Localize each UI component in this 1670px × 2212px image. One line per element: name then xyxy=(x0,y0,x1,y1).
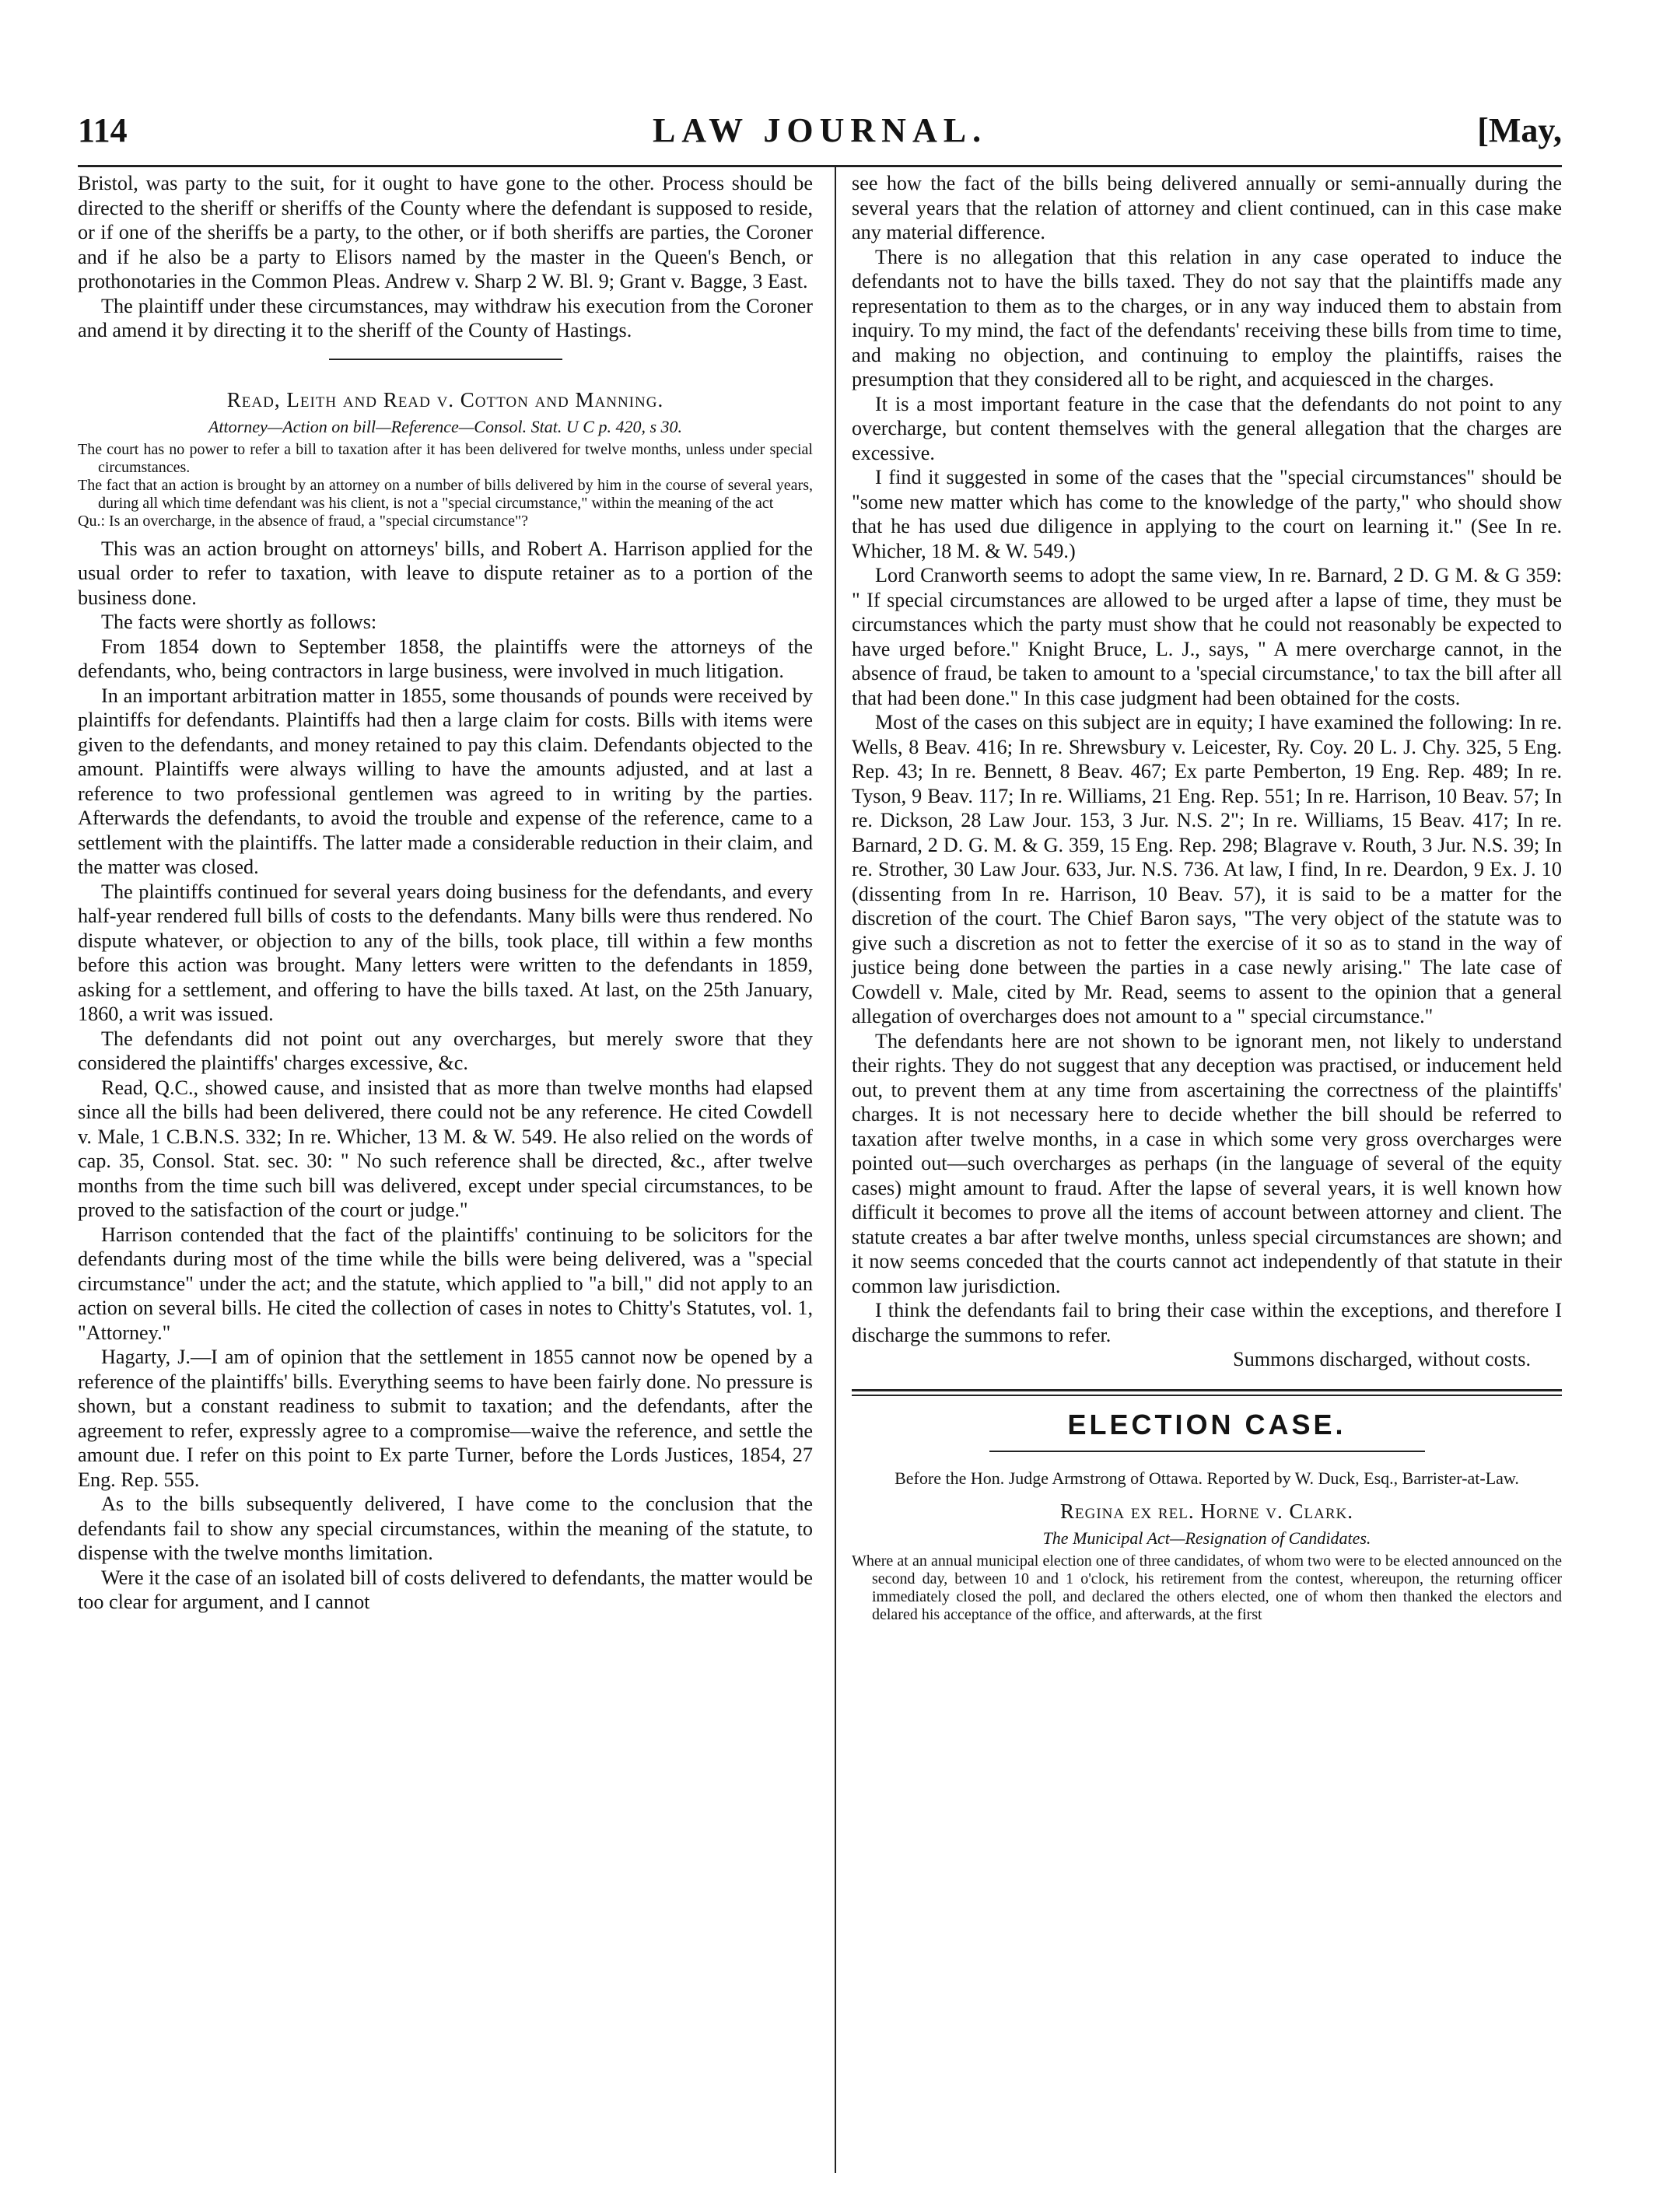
paragraph: It is a most important feature in the case that the defendants do not point to any overcharge, but content themselves with the general allegation that the charges are excessive. xyxy=(852,392,1562,464)
headnote: Qu.: Is an overcharge, in the absence of fraud, a "special circumstance"? xyxy=(78,512,529,530)
paragraph: From 1854 down to September 1858, the plaintiffs were the attorneys of the defendants, who, being contractors in large business, were involved in much litigation. xyxy=(78,635,813,682)
paragraph: There is no allegation that this relation in any case operated to induce the defendants not to have the bills taxed. They do not say that the plaintiffs made any representation to them as to the charges, or in any way induced them to abstain from inquiry. To my mind, the fact of the defendants' receiving these bills from time to time, and making no objection, and continuing to employ the plaintiffs, raises the presumption that they considered all to be right, and acquiesced in the charges. xyxy=(852,245,1562,390)
paragraph: The plaintiffs continued for several years doing business for the defendants, and every half-year rendered full bills of costs to the defendants. Many bills were thus rendered. No dispute whatever, or objection to any of the bills, took place, till within a few months before this action was brought. Many letters were written to the defendants in 1859, asking for a settlement, and offering to have the bills taxed. At last, on the 25th January, 1860, a writ was issued. xyxy=(78,880,813,1025)
paragraph: I find it suggested in some of the cases that the "special circumstances" should be "some new matter which has come to the knowledge of the party," who should show that he has used due diligence in applying to the court on learning it." (See In re. Whicher, 18 M. & W. 549.) xyxy=(852,466,1562,562)
case-title: Regina ex rel. Horne v. Clark. xyxy=(1060,1499,1353,1523)
paragraph: In an important arbitration matter in 1855, some thousands of pounds were received by plaintiffs for defendants. Plaintiffs had then a large claim for costs. Bills with items were given to the defendants, and money retained to pay this claim. Defendants objected to the amount. Plaintiffs were always willing to have the amounts adjusted, and at last a reference to two professional gentlemen was agreed to in writing by the parties. Afterwards the defendants, to avoid the trouble and expense of the reference, came to a settlement with the plaintiffs. The latter made a considerable reduction in their claim, and the matter was closed. xyxy=(78,684,813,878)
paragraph: The facts were shortly as follows: xyxy=(101,611,377,633)
paragraph: As to the bills subsequently delivered, I have come to the conclusion that the defendants fail to show any special circumstances, within the meaning of the statute, to dispense with the twelve months limitation. xyxy=(78,1493,813,1564)
spacer xyxy=(78,530,813,537)
paragraph: This was an action brought on attorneys' bills, and Robert A. Harrison applied for the usual order to refer to taxation, with leave to dispute retainer as to a portion of the business done. xyxy=(78,537,813,609)
divider xyxy=(989,1451,1425,1452)
column-rule xyxy=(835,166,836,2173)
paragraph: Lord Cranworth seems to adopt the same view, In re. Barnard, 2 D. G M. & G 359: " If special circumstances are allowed to be urged after a lapse of time, they must be circumstances which the party must show that he could not reasonably be expected to have urged before." Knight Bruce, L. J., says, " A mere overcharge cannot, in the absence of fraud, be taken to amount to a 'special circumstance,' to tax the bill after all that had been done." In this case judgment had been obtained for the costs. xyxy=(852,564,1562,709)
section-divider xyxy=(852,1389,1562,1396)
headnote: The fact that an action is brought by an attorney on a number of bills delivered by him in the course of several years, during all which time defendant was his client, is not a "special circumstance," within the meaning of the act xyxy=(78,476,813,512)
paragraph: Harrison contended that the fact of the plaintiffs' continuing to be solicitors for the defendants during most of the time while the bills were being delivered, was a "special circumstance" under the act; and the statute, which applied to "a bill," did not apply to an action on several bills. He cited the collection of cases in notes to Chitty's Statutes, vol. 1, "Attorney." xyxy=(78,1223,813,1344)
paragraph: Most of the cases on this subject are in equity; I have examined the following: In re. Wells, 8 Beav. 416; In re. Shrewsbury v. Leicester, Ry. Coy. 20 L. J. Chy. 325, 5 Eng. Rep. 43; In re. Bennett, 8 Beav. 467; Ex parte Pemberton, 19 Eng. Rep. 489; In re. Tyson, 9 Beav. 117; In re. Williams, 21 Eng. Rep. 551; In re. Harrison, 10 Beav. 57; In re. Dickson, 28 Law Jour. 153, 3 Jur. N.S. 2"; In re. Williams, 15 Beav. 417; In re. Barnard, 2 D. G. M. & G. 359, 15 Eng. Rep. 298; Blagrave v. Routh, 3 Jur. N.S. 39; In re. Strother, 30 Law Jour. 633, Jur. N.S. 736. At law, I find, In re. Deardon, 9 Ex. J. 10 (dissenting from In re. Harrison, 10 Beav. 57), it is said to be a matter for the discretion of the court. The Chief Baron says, "The very object of the statute was to give such a discretion as not to fetter the exercise of it so as to stand in the way of justice being done between the parties in a case newly arising." The late case of Cowdell v. Male, cited by Mr. Read, seems to assent to the opinion that a general allegation of overcharges does not amount to a " special circumstance." xyxy=(852,711,1562,1027)
paragraph: Hagarty, J.—I am of opinion that the settlement in 1855 cannot now be opened by a reference of the plaintiffs' bills. Everything seems to have been fairly done. No pressure is shown, but a constant readiness to submit to taxation; and the defendants, after the agreement to refer, expressly agree to a compromise—waive the reference, and settle the amount due. I refer on this point to Ex parte Turner, before the Lords Justices, 1854, 27 Eng. Rep. 555. xyxy=(78,1346,813,1491)
left-column xyxy=(78,171,813,1615)
signoff: Summons discharged, without costs. xyxy=(1233,1348,1531,1370)
paragraph: Were it the case of an isolated bill of costs delivered to defendants, the matter would be too clear for argument, and I cannot xyxy=(78,1566,813,1613)
page-number: 114 xyxy=(78,111,128,149)
right-column xyxy=(852,171,1562,1624)
paragraph: Bristol, was party to the suit, for it ought to have gone to the other. Process should be directed to the sheriff or sheriffs of the County where the defendant is supposed to reside, or if one of the sheriffs be a party, to the other, or if both sheriffs are parties, the Coroner and if he also be a party to Elisors named by the master in the Queen's Bench, or prothonotaries in the Common Pleas. Andrew v. Sharp 2 W. Bl. 9; Grant v. Bagge, 3 East. xyxy=(78,172,813,292)
section-title: ELECTION CASE. xyxy=(1067,1408,1346,1440)
headnote: Where at an annual municipal election one of three candidates, of whom two were to be elected announced on the second day, between 10 and 1 o'clock, his retirement from the contest, whereupon, the returning officer immediately closed the poll, and declared the others elected, one of whom then thanked the electors and delared his acceptance of the office, and afterwards, at the first xyxy=(852,1552,1562,1623)
paragraph: see how the fact of the bills being delivered annually or semi-annually during the several years that the relation of attorney and client continued, can in this case make any material difference. xyxy=(852,172,1562,243)
paragraph: I think the defendants fail to bring their case within the exceptions, and therefore I discharge the summons to refer. xyxy=(852,1299,1562,1346)
case-subtitle: The Municipal Act—Resignation of Candidates. xyxy=(1042,1528,1371,1548)
paragraph: Read, Q.C., showed cause, and insisted that as more than twelve months had elapsed since all the bills had been delivered, there could not be any reference. He cited Cowdell v. Male, 1 C.B.N.S. 332; In re. Whicher, 13 M. & W. 549. He also relied on the words of cap. 35, Consol. Stat. sec. 30: " No such reference shall be directed, &c., after twelve months from the time such bill was delivered, except under special circumstances, to be proved to the satisfaction of the court or judge." xyxy=(78,1076,813,1221)
journal-title: LAW JOURNAL. xyxy=(652,111,988,149)
paragraph: The defendants did not point out any overcharges, but merely swore that they considered the plaintiffs' charges excessive, &c. xyxy=(78,1027,813,1074)
case-title: Read, Leith and Read v. Cotton and Manning. xyxy=(226,387,664,411)
headnote: The court has no power to refer a bill to taxation after it has been delivered for twelve months, unless under special circumstances. xyxy=(78,440,813,476)
month-label: [May, xyxy=(1477,111,1562,149)
paragraph: The plaintiff under these circumstances, may withdraw his execution from the Coroner and amend it by directing it to the sheriff of the County of Hastings. xyxy=(78,294,813,341)
page-header xyxy=(78,109,1562,152)
header-rule xyxy=(78,165,1562,167)
paragraph: The defendants here are not shown to be ignorant men, not likely to understand their rights. They do not suggest that any deception was practised, or inducement held out, to prevent them at any time from ascertaining the correctness of the plaintiffs' charges. It is not necessary here to decide whether the bill should be referred to taxation after twelve months, in a case in which some very gross overcharges were pointed out—such overcharges as perhaps (in the language of several of the equity cases) might amount to fraud. After the lapse of several years, it is well known how difficult it becomes to prove all the items of account between attorney and client. The statute creates a bar after twelve months, unless special circumstances are shown; and it now seems conceded that the courts cannot act independently of that statute in their common law jurisdiction. xyxy=(852,1029,1562,1297)
divider xyxy=(329,359,562,360)
court-note: Before the Hon. Judge Armstrong of Ottawa. Reported by W. Duck, Esq., Barrister-at-Law. xyxy=(895,1468,1519,1488)
case-subtitle: Attorney—Action on bill—Reference—Consol. Stat. U C p. 420, s 30. xyxy=(208,416,683,436)
